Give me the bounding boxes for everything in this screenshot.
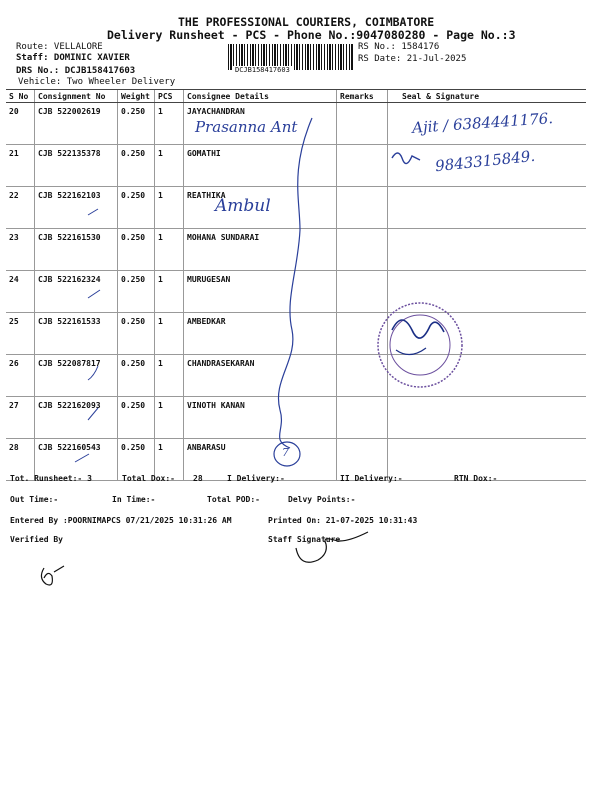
cell-sno: 27 bbox=[6, 397, 35, 439]
cell-pcs: 1 bbox=[155, 187, 184, 229]
i-delivery: I Delivery:- bbox=[227, 474, 285, 483]
cell-pcs: 1 bbox=[155, 439, 184, 481]
cell-weight: 0.250 bbox=[118, 439, 155, 481]
col-pcs: PCS bbox=[155, 90, 184, 103]
total-dox-value: 28 bbox=[193, 474, 203, 483]
handwritten-name-row20: Prasanna Ant bbox=[195, 118, 298, 136]
ink-squiggle-row21 bbox=[392, 153, 420, 164]
cell-weight: 0.250 bbox=[118, 187, 155, 229]
cell-consignment: CJB 522162093 bbox=[35, 397, 118, 439]
drs-label: DRS No.: DCJB158417603 bbox=[16, 66, 136, 76]
printed-on: Printed On: 21-07-2025 10:31:43 bbox=[268, 516, 418, 525]
col-consignment: Consignment No bbox=[35, 90, 118, 103]
cell-pcs: 1 bbox=[155, 397, 184, 439]
cell-weight: 0.250 bbox=[118, 145, 155, 187]
cell-weight: 0.250 bbox=[118, 229, 155, 271]
cell-sno: 21 bbox=[6, 145, 35, 187]
ink-connector-line bbox=[278, 118, 312, 448]
cell-pcs: 1 bbox=[155, 271, 184, 313]
in-time: In Time:- bbox=[112, 495, 156, 504]
cell-sno: 26 bbox=[6, 355, 35, 397]
cell-consignee: VINOTH KANAN bbox=[184, 397, 337, 439]
col-signature: Seal & Signature bbox=[388, 90, 587, 103]
tick-row22 bbox=[88, 209, 98, 215]
cell-sno: 25 bbox=[6, 313, 35, 355]
cell-sno: 20 bbox=[6, 103, 35, 145]
col-weight: Weight bbox=[118, 90, 155, 103]
handwritten-name-row22: Ambul bbox=[215, 196, 271, 216]
cell-consignment: CJB 522087817 bbox=[35, 355, 118, 397]
tick-row26 bbox=[88, 366, 98, 380]
cell-consignment: CJB 522161530 bbox=[35, 229, 118, 271]
cell-weight: 0.250 bbox=[118, 397, 155, 439]
runsheet-subtitle: Delivery Runsheet - PCS - Phone No.:9047080280 - Page No.:3 bbox=[107, 28, 516, 42]
verified-by-scrawl bbox=[41, 566, 64, 585]
staff-signature-label: Staff Signature bbox=[268, 535, 341, 544]
cell-sno: 22 bbox=[6, 187, 35, 229]
cell-consignee: AMBEDKAR bbox=[184, 313, 337, 355]
cell-consignment: CJB 522135378 bbox=[35, 145, 118, 187]
tick-row24 bbox=[88, 290, 100, 298]
cell-weight: 0.250 bbox=[118, 103, 155, 145]
total-dox-label: Total Dox:- bbox=[122, 474, 175, 483]
cell-consignee: ANBARASU bbox=[184, 439, 337, 481]
cell-sno: 28 bbox=[6, 439, 35, 481]
col-consignee: Consignee Details bbox=[184, 90, 337, 103]
entered-by: Entered By :POORNIMAPCS 07/21/2025 10:31:26 AM bbox=[10, 516, 232, 525]
delvy-points: Delvy Points:- bbox=[288, 495, 356, 504]
cell-weight: 0.250 bbox=[118, 271, 155, 313]
cell-consignment: CJB 522002619 bbox=[35, 103, 118, 145]
cell-consignee: CHANDRASEKARAN bbox=[184, 355, 337, 397]
seal-stamp bbox=[378, 303, 462, 387]
rs-date: RS Date: 21-Jul-2025 bbox=[358, 54, 467, 64]
out-time: Out Time:- bbox=[10, 495, 59, 504]
staff-label: Staff: DOMINIC XAVIER bbox=[16, 53, 130, 63]
route-label: Route: VELLALORE bbox=[16, 42, 103, 52]
barcode-text: DCJB158417603 bbox=[235, 66, 290, 74]
handwritten-signature-row20: Ajit / 6384441176. bbox=[411, 109, 554, 137]
cell-pcs: 1 bbox=[155, 145, 184, 187]
ii-delivery: II Delivery:- bbox=[340, 474, 403, 483]
cell-pcs: 1 bbox=[155, 229, 184, 271]
cell-consignment: CJB 522161533 bbox=[35, 313, 118, 355]
cell-pcs: 1 bbox=[155, 313, 184, 355]
verified-by-label: Verified By bbox=[10, 535, 63, 544]
total-pod: Total POD:- bbox=[207, 495, 260, 504]
cell-sno: 23 bbox=[6, 229, 35, 271]
tick-row28 bbox=[75, 454, 89, 462]
handwritten-phone-row21: 9843315849. bbox=[434, 146, 536, 176]
col-sno: S No bbox=[6, 90, 35, 103]
cell-consignee: MURUGESAN bbox=[184, 271, 337, 313]
circled-mark: 7 bbox=[282, 446, 289, 459]
cell-consignee: JAYACHANDRAN bbox=[184, 103, 337, 145]
cell-consignee: REATHIKA bbox=[184, 187, 337, 229]
cell-weight: 0.250 bbox=[118, 355, 155, 397]
cell-pcs: 1 bbox=[155, 103, 184, 145]
cell-consignee: GOMATHI bbox=[184, 145, 337, 187]
rtn-dox: RTN Dox:- bbox=[454, 474, 498, 483]
cell-consignment: CJB 522162103 bbox=[35, 187, 118, 229]
tick-row27 bbox=[88, 408, 98, 420]
cell-sno: 24 bbox=[6, 271, 35, 313]
cell-consignment: CJB 522160543 bbox=[35, 439, 118, 481]
ink-circle bbox=[274, 442, 300, 466]
cell-consignee: MOHANA SUNDARAI bbox=[184, 229, 337, 271]
cell-weight: 0.250 bbox=[118, 313, 155, 355]
cell-pcs: 1 bbox=[155, 355, 184, 397]
cell-consignment: CJB 522162324 bbox=[35, 271, 118, 313]
rs-number: RS No.: 1584176 bbox=[358, 42, 440, 52]
vehicle-label: Vehicle: Two Wheeler Delivery bbox=[18, 77, 176, 87]
company-title: THE PROFESSIONAL COURIERS, COIMBATORE bbox=[178, 15, 435, 29]
col-remarks: Remarks bbox=[337, 90, 388, 103]
tot-runsheet: Tot. Runsheet:- 3 bbox=[10, 474, 92, 483]
